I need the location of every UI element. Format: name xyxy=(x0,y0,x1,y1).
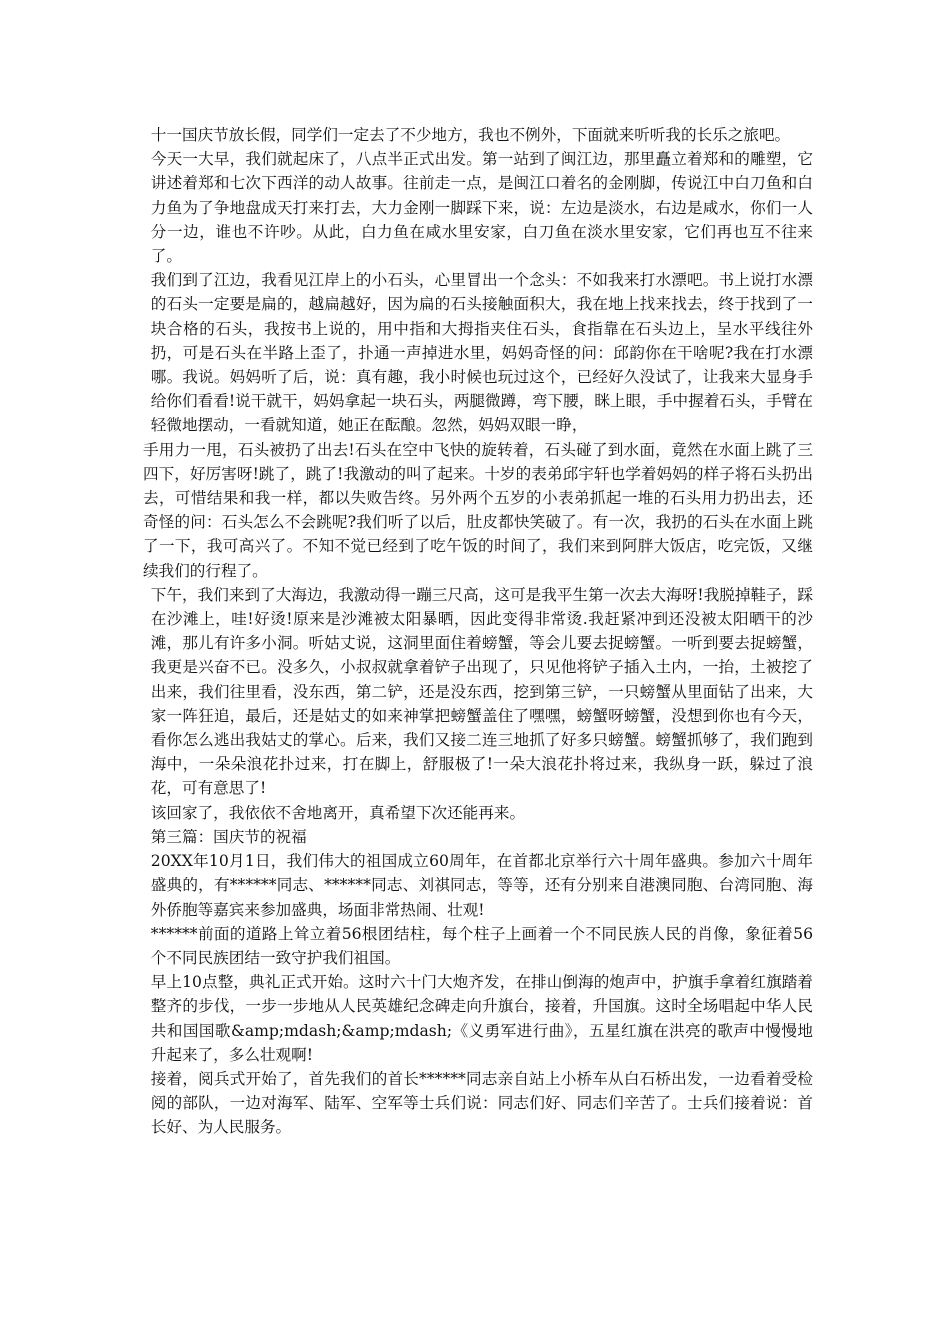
paragraph-ceremony: 20XX年10月1日，我们伟大的祖国成立60周年，在首都北京举行六十周年盛典。参加六十周年盛典的，有******同志、******同志、刘祺同志，等等，还有分别来自港澳同胞、台湾同胞、海外侨胞等嘉宾来参加盛典，场面非常热闹、壮观! xyxy=(150,852,813,919)
paragraph-mom-throw: 手用力一甩，石头被扔了出去!石头在空中飞快的旋转着，石头碰了到水面，竟然在水面上跳了三四下，好厉害呀!跳了，跳了!我激动的叫了起来。十岁的表弟邱宇轩也学着妈妈的样子将石头扔出去，可惜结果和我一样，都以失败告终。另外两个五岁的小表弟抓起一堆的石头用力扔出去，还奇怪的问：石头怎么不会跳呢?我们听了以后，肚皮都快笑破了。有一次，我扔的石头在水面上跳了一下，我可高兴了。不知不觉已经到了吃午饭的时间了，我们来到阿胖大饭店，吃完饭，又继续我们的行程了。 xyxy=(143,440,813,580)
paragraph-morning-departure: 今天一大早，我们就起床了，八点半正式出发。第一站到了闽江边，那里矗立着郑和的雕塑，它讲述着郑和七次下西洋的动人故事。往前走一点，是闽江口着名的金刚脚，传说江中白刀鱼和白力鱼为了争地盘成天打来打去，大力金刚一脚踩下来，说：左边是淡水，右边是咸水，你们一人分一边，谁也不许吵。从此，白力鱼在咸水里安家，白刀鱼在淡水里安家，它们再也互不往来了。 xyxy=(150,150,813,266)
paragraph-going-home: 该回家了，我依依不舍地离开，真希望下次还能再来。 xyxy=(150,803,526,822)
document-page xyxy=(143,123,813,1140)
paragraph-unity-columns: ******前面的道路上耸立着56根团结柱，每个柱子上画着一个不同民族人民的肖像，象征着56个不同民族团结一致守护我们祖国。 xyxy=(150,924,813,967)
paragraph-military-parade: 接着，阅兵式开始了，首先我们的首长******同志亲自站上小桥车从白石桥出发，一边看着受检阅的部队，一边对海军、陆军、空军等士兵们说：同志们好、同志们辛苦了。士兵们接着说：首长好、为人民服务。 xyxy=(150,1069,813,1137)
paragraph-beach-crabs: 下午，我们来到了大海边，我激动得一蹦三尺高，这可是我平生第一次去大海呀!我脱掉鞋子，踩在沙滩上，哇!好烫!原来是沙滩被太阳暴晒，因此变得非常烫.我赶紧冲到还没被太阳晒干的沙滩，那儿有许多小洞。听姑丈说，这洞里面住着螃蟹，等会儿要去捉螃蟹。一听到要去捉螃蟹，我更是兴奋不已。没多久，小叔叔就拿着铲子出现了，只见他将铲子插入土内，一抬，土被挖了出来，我们往里看，没东西，第二铲，还是没东西，挖到第三铲，一只螃蟹从里面钻了出来，大家一阵狂追，最后，还是姑丈的如来神掌把螃蟹盖住了嘿嘿，螃蟹呀螃蟹，没想到你也有今天，看你怎么逃出我姑丈的掌心。后来，我们又接二连三地抓了好多只螃蟹。螃蟹抓够了，我们跑到海中，一朵朵浪花扑过来，打在脚上，舒服极了!一朵大浪花扑将过来，我纵身一跃，躲过了浪花，可有意思了! xyxy=(150,585,813,798)
paragraph-intro: 十一国庆节放长假，同学们一定去了不少地方，我也不例外，下面就来听听我的长乐之旅吧。 xyxy=(150,126,791,144)
paragraph-skipping-stones: 我们到了江边，我看见江岸上的小石头，心里冒出一个念头：不如我来打水漂吧。书上说打水漂的石头一定要是扁的，越扁越好，因为扁的石头接触面积大，我在地上找来找去，终于找到了一块合格的石头，我按书上说的，用中指和大拇指夹住石头，食指靠在石头边上，呈水平线往外扔，可是石头在半路上歪了，扑通一声掉进水里，妈妈奇怪的问：邱韵你在干啥呢?我在打水漂哪。我说。妈妈听了后，说：真有趣，我小时候也玩过这个，已经好久没试了，让我来大显身手给你们看看!说干就干，妈妈拿起一块石头，两腿微蹲，弯下腰，眯上眼，手中握着石头，手臂在轻微地摆动，一看就知道，她正在酝酿。忽然，妈妈双眼一睁， xyxy=(150,271,813,435)
paragraph-flag-raising: 早上10点整，典礼正式开始。这时六十门大炮齐发，在排山倒海的炮声中，护旗手拿着红旗踏着整齐的步伐，一步一步地从人民英雄纪念碑走向升旗台，接着，升国旗。这时全场唱起中华人民共和国国歌&amp;mdash;&amp;mdash;《义勇军进行曲》，五星红旗在洪亮的歌声中慢慢地升起来了，多么壮观啊! xyxy=(150,973,813,1064)
section-heading: 第三篇：国庆节的祝福 xyxy=(150,827,307,846)
